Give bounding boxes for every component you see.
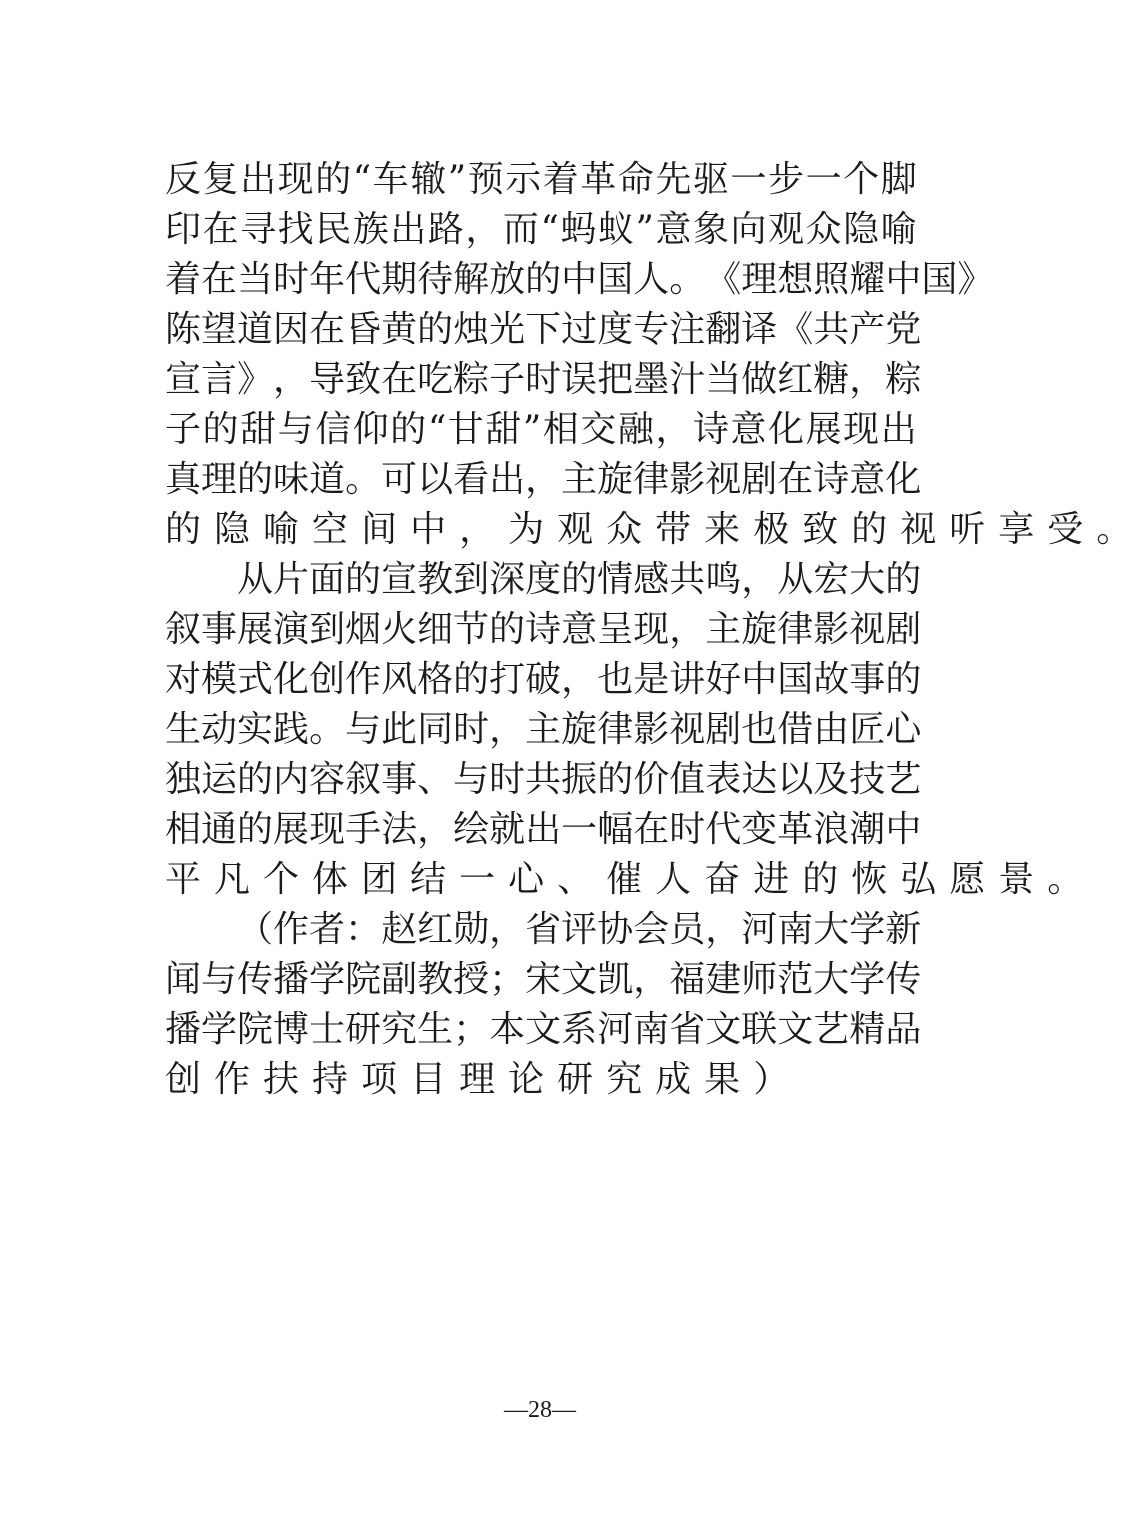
author-note-line-1: （ 作 者 ： 赵 红 勋 ， 省 评 协 会 员 ， 河 南 大 学 新 — [237, 909, 922, 950]
author-note-line-3: 播 学 院 博 士 研 究 生 ； 本 文 系 河 南 省 文 联 文 艺 精 品 — [165, 1009, 922, 1050]
paragraph-1-line-5: 宣 言 》 ， 导 致 在 吃 粽 子 时 误 把 墨 汁 当 做 红 糖 ， 粽 — [165, 359, 922, 400]
paragraph-2-line-4: 生 动 实 践 。 与 此 同 时 ， 主 旋 律 影 视 剧 也 借 由 匠 心 — [165, 709, 922, 750]
author-note-line-4: 创 作 扶 持 项 目 理 论 研 究 成 果 ） — [165, 1059, 803, 1100]
paragraph-1-line-2: 印 在 寻 找 民 族 出 路 ， 而 “ 蚂 蚁 ” 意 象 向 观 众 隐 喻 — [165, 209, 917, 250]
paragraph-1-line-8: 的 隐 喻 空 间 中 ， 为 观 众 带 来 极 致 的 视 听 享 受 。 — [165, 509, 1145, 550]
paragraph-2-line-7: 平 凡 个 体 团 结 一 心 、 催 人 奋 进 的 恢 弘 愿 景 。 — [165, 859, 1097, 900]
page-number: —28— — [504, 1397, 576, 1423]
paragraph-2-line-3: 对 模 式 化 创 作 风 格 的 打 破 ， 也 是 讲 好 中 国 故 事 的 — [165, 659, 922, 700]
paragraph-1-line-7: 真 理 的 味 道 。 可 以 看 出 ， 主 旋 律 影 视 剧 在 诗 意 化 — [165, 459, 922, 500]
paragraph-2-line-5: 独 运 的 内 容 叙 事 、 与 时 共 振 的 价 值 表 达 以 及 技 艺 — [165, 759, 922, 800]
paragraph-1-line-6: 子 的 甜 与 信 仰 的 “ 甘 甜 ” 相 交 融 ， 诗 意 化 展 现 出 — [165, 409, 917, 450]
paragraph-2-line-1: 从 片 面 的 宣 教 到 深 度 的 情 感 共 鸣 ， 从 宏 大 的 — [237, 559, 922, 600]
paragraph-2-line-2: 叙 事 展 演 到 烟 火 细 节 的 诗 意 呈 现 ， 主 旋 律 影 视 剧 — [165, 609, 922, 650]
paragraph-2-line-6: 相 通 的 展 现 手 法 ， 绘 就 出 一 幅 在 时 代 变 革 浪 潮 中 — [165, 809, 922, 850]
author-note-line-2: 闻 与 传 播 学 院 副 教 授 ； 宋 文 凯 ， 福 建 师 范 大 学 传 — [165, 959, 922, 1000]
paragraph-1-line-1: 反 复 出 现 的 “ 车 辙 ” 预 示 着 革 命 先 驱 一 步 一 个 脚 — [165, 159, 917, 200]
paragraph-1-line-3: 着 在 当 时 年 代 期 待 解 放 的 中 国 人 。 《 理 想 照 耀 中 国 》 — [165, 259, 994, 300]
paragraph-1-line-4: 陈 望 道 因 在 昏 黄 的 烛 光 下 过 度 专 注 翻 译 《 共 产 党 — [165, 309, 922, 350]
